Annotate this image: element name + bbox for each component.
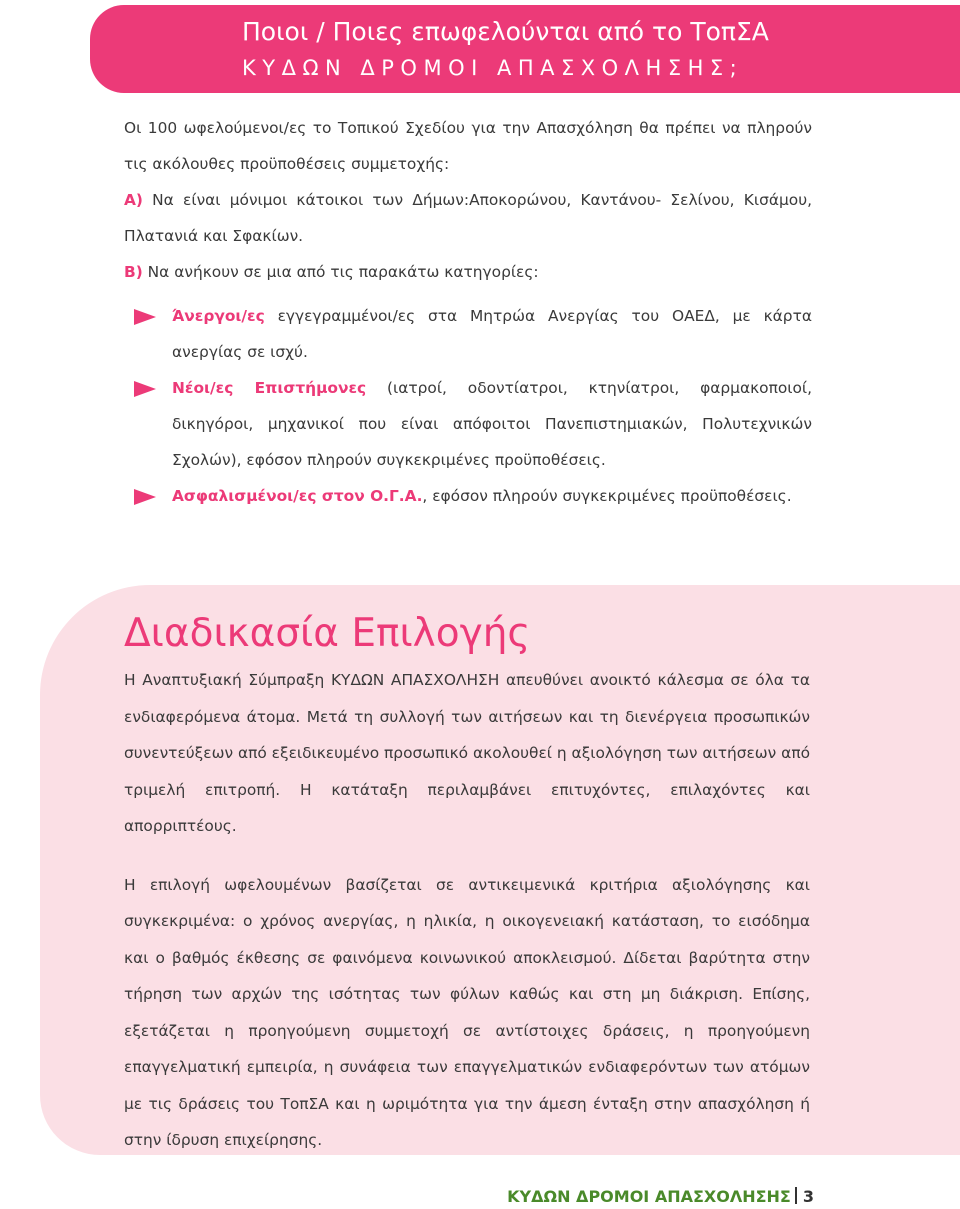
list-item [124,370,812,478]
header-title: Ποιοι / Ποιες επωφελούνται από το ΤοπΣΑ [242,17,769,46]
category-text: (ιατροί, οδοντίατροι, κτηνίατροι, φαρμακοποιοί, δικηγόροι, μηχανικοί που είναι απόφοιτοι Πανεπιστημιακών, Πολυτεχνικών Σχολών), εφόσον πληρούν συγκεκριμένες προϋποθέσεις. [172,379,812,469]
category-list [124,298,812,514]
condition-a-text: Να είναι μόνιμοι κάτοικοι των Δήμων:Αποκορώνου, Καντάνου- Σελίνου, Κισάμου, Πλατανιά και Σφακίων. [124,191,812,245]
condition-b-label: Β) [124,263,143,281]
beneficiaries-section [124,110,812,514]
triangle-bullet-icon [134,309,156,325]
category-term: Άνεργοι/ες [172,307,265,325]
header-subtitle: ΚΥΔΩΝ ΔΡΟΜΟΙ ΑΠΑΣΧΟΛΗΣΗΣ; [242,56,744,80]
page-number: 3 [802,1187,814,1206]
category-term: Ασφαλισμένοι/ες στον Ο.Γ.Α. [172,487,423,505]
page-footer [507,1186,814,1208]
condition-b [124,254,812,290]
category-text: , εφόσον πληρούν συγκεκριμένες προϋποθέσεις. [422,487,792,505]
category-term: Νέοι/ες Επιστήμονες [172,379,367,397]
intro-text: Οι 100 ωφελούμενοι/ες το Τοπικού Σχεδίου για την Απασχόληση θα πρέπει να πληρούν τις ακόλουθες προϋποθέσεις συμμετοχής: [124,119,812,173]
condition-a [124,182,812,254]
selection-heading: Διαδικασία Επιλογής [124,611,531,656]
list-item [124,298,812,370]
triangle-bullet-icon [134,489,156,505]
selection-section [124,606,810,1159]
list-item [124,478,812,514]
triangle-bullet-icon [134,381,156,397]
footer-title: ΚΥΔΩΝ ΔΡΟΜΟΙ ΑΠΑΣΧΟΛΗΣΗΣ [507,1187,791,1206]
condition-a-label: Α) [124,191,143,209]
selection-paragraph-2: Η επιλογή ωφελουμένων βασίζεται σε αντικειμενικά κριτήρια αξιολόγησης και συγκεκριμένα: ο χρόνος ανεργίας, η ηλικία, η οικογενειακή κατάσταση, το εισόδημα και ο βαθμός έκθεσης σε φαινόμενα κοινωνικού αποκλεισμού. Δίδεται βαρύτητα στην τήρηση των αρχών της ισότητας των φύλων καθώς και στη μη διάκριση. Επίσης, εξετάζεται η προηγούμενη συμμετοχή σε αντίστοιχες δράσεις, η προηγούμενη επαγγελματική εμπειρία, η συνάφεια των επαγγελματικών ενδιαφερόντων των ατόμων με τις δράσεις του ΤοπΣΑ και η ωριμότητα για την άμεση ένταξη στην απασχόληση ή στην ίδρυση επιχείρησης. [124,875,810,1149]
footer-divider [795,1187,797,1204]
header-banner [90,5,960,93]
category-text: εγγεγραμμένοι/ες στα Μητρώα Ανεργίας του ΟΑΕΔ, με κάρτα ανεργίας σε ισχύ. [172,307,812,361]
condition-b-text: Να ανήκουν σε μια από τις παρακάτω κατηγορίες: [147,263,539,281]
selection-paragraph-1: Η Αναπτυξιακή Σύμπραξη ΚΥΔΩΝ ΑΠΑΣΧΟΛΗΣΗ απευθύνει ανοικτό κάλεσμα σε όλα τα ενδιαφερόμενα άτομα. Μετά τη συλλογή των αιτήσεων και τη διενέργεια προσωπικών συνεντεύξεων από εξειδικευμένο προσωπικό ακολουθεί η αξιολόγηση των αιτήσεων από τριμελή επιτροπή. Η κατάταξη περιλαμβάνει επιτυχόντες, επιλαχόντες και απορριπτέους. [124,671,810,835]
